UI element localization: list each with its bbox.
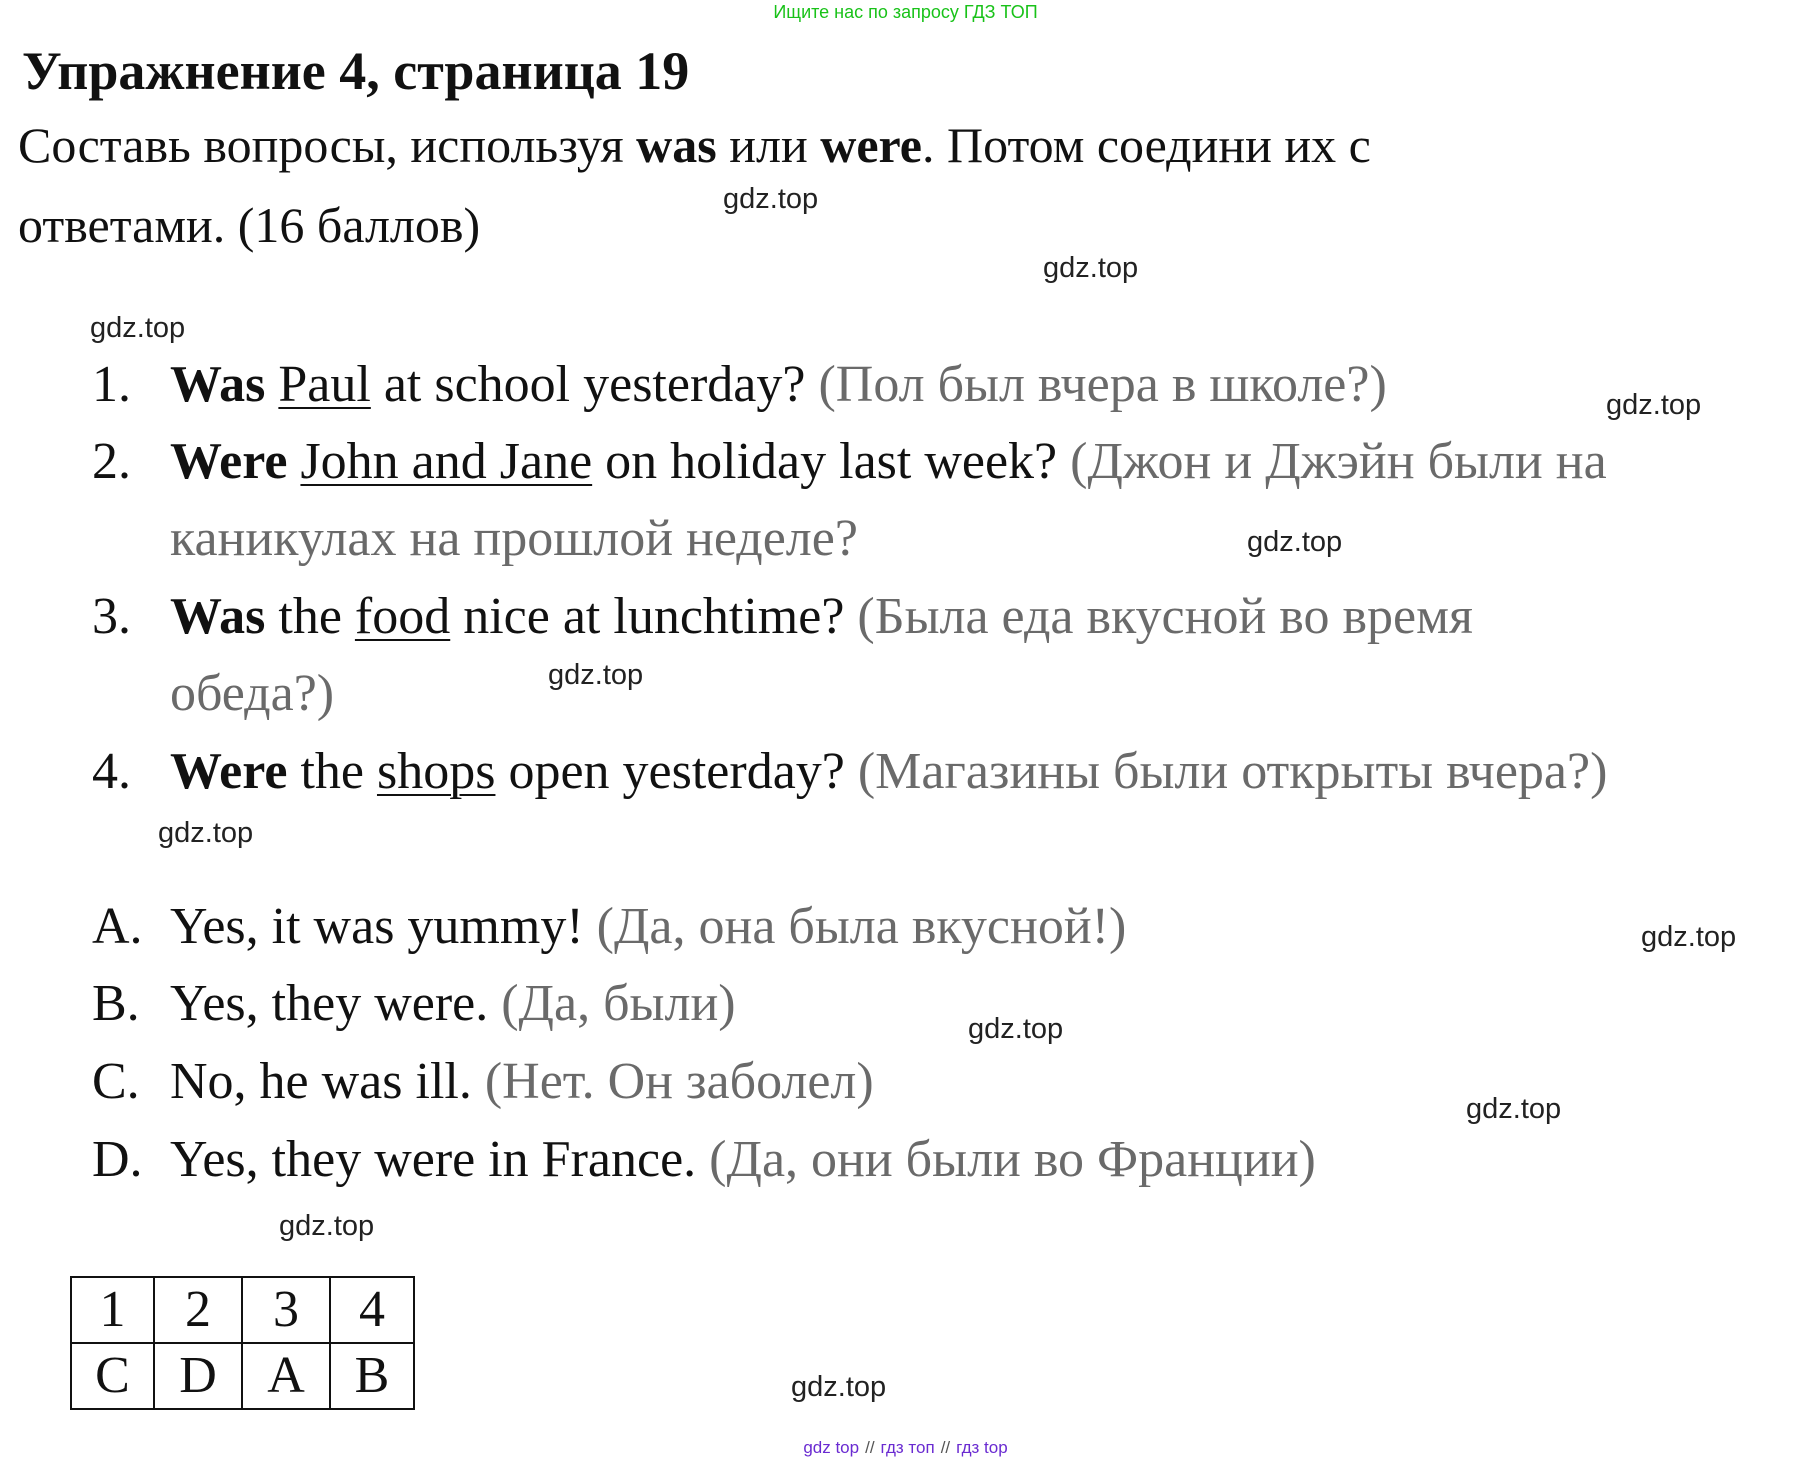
footer-link[interactable]: gdz top <box>803 1438 860 1457</box>
footer-link[interactable]: гдз top <box>956 1438 1008 1457</box>
question-number: 4. <box>92 743 131 800</box>
instruction-text: Составь вопросы, используя <box>18 117 637 173</box>
question-rest: nice at lunchtime? <box>450 588 858 645</box>
answer-table-value-row <box>71 1343 414 1409</box>
question-verb: Were <box>170 433 288 490</box>
watermark: gdz.top <box>158 817 254 849</box>
answer-text <box>170 1130 1316 1189</box>
question-rest: open yesterday? <box>495 743 858 800</box>
table-header-cell: 2 <box>154 1277 242 1343</box>
task-instruction-line-1 <box>18 116 1371 174</box>
instruction-text: . Потом соедини их с <box>922 117 1371 173</box>
answer-translation: (Да, были) <box>501 975 736 1032</box>
watermark: gdz.top <box>1641 921 1737 953</box>
question-subject: Paul <box>278 356 371 413</box>
footer-links <box>0 1438 1811 1458</box>
answer-text <box>170 1052 874 1111</box>
question-verb: Was <box>170 588 266 645</box>
watermark: gdz.top <box>791 1371 887 1403</box>
table-value-cell: C <box>71 1343 154 1409</box>
question-translation: (Магазины были открыты вчера?) <box>857 743 1608 800</box>
space <box>265 356 278 413</box>
answer-letter: C. <box>92 1053 140 1110</box>
question-verb: Were <box>170 743 288 800</box>
question-rest: at school yesterday? <box>370 356 819 413</box>
answer-translation: (Да, она была вкусной!) <box>596 898 1127 955</box>
answer-letter: D. <box>92 1131 143 1188</box>
answer-english: Yes, it was yummy! <box>170 898 597 955</box>
question-article: the <box>287 743 377 800</box>
search-banner-text[interactable]: Ищите нас по запросу ГДЗ ТОП <box>773 2 1038 22</box>
question-text <box>170 432 1607 491</box>
question-verb: Was <box>170 356 266 413</box>
question-article: the <box>265 588 355 645</box>
question-number: 2. <box>92 433 131 490</box>
instruction-text: или <box>716 117 821 173</box>
search-banner[interactable] <box>0 2 1811 23</box>
question-subject: food <box>354 588 451 645</box>
answer-translation: (Нет. Он заболел) <box>484 1053 874 1110</box>
question-number: 1. <box>92 356 131 413</box>
answer-letter: B. <box>92 975 140 1032</box>
question-translation-cont: обеда?) <box>170 665 335 722</box>
question-text <box>170 355 1387 414</box>
instruction-keyword-was: was <box>636 117 717 173</box>
watermark: gdz.top <box>723 183 819 215</box>
answer-english: Yes, they were in France. <box>170 1131 710 1188</box>
table-value-cell: D <box>154 1343 242 1409</box>
footer-separator: // <box>865 1438 875 1457</box>
table-header-cell: 3 <box>242 1277 330 1343</box>
table-value-cell: B <box>330 1343 414 1409</box>
watermark: gdz.top <box>1466 1093 1562 1125</box>
watermark: gdz.top <box>1043 252 1139 284</box>
watermark: gdz.top <box>1247 526 1343 558</box>
watermark: gdz.top <box>279 1210 375 1242</box>
question-translation-cont: каникулах на прошлой неделе? <box>170 510 858 567</box>
footer-link[interactable]: гдз топ <box>880 1438 935 1457</box>
watermark: gdz.top <box>90 312 186 344</box>
watermark: gdz.top <box>548 659 644 691</box>
answer-table <box>70 1276 415 1410</box>
question-text <box>170 742 1607 801</box>
question-rest: on holiday last week? <box>592 433 1071 490</box>
answer-translation: (Да, они были во Франции) <box>709 1131 1316 1188</box>
answer-letter: A. <box>92 898 143 955</box>
answer-text <box>170 974 736 1033</box>
question-text <box>170 587 1473 646</box>
answer-english: Yes, they were. <box>170 975 502 1032</box>
footer-separator: // <box>940 1438 951 1457</box>
question-translation: (Пол был вчера в школе?) <box>818 356 1387 413</box>
task-instruction-line-2: ответами. (16 баллов) <box>18 197 481 253</box>
page-title: Упражнение 4, страница 19 <box>22 41 690 101</box>
table-header-cell: 1 <box>71 1277 154 1343</box>
table-value-cell: A <box>242 1343 330 1409</box>
watermark: gdz.top <box>968 1013 1064 1045</box>
question-subject: John and Jane <box>300 433 593 490</box>
answer-english: No, he was ill. <box>170 1053 485 1110</box>
table-header-cell: 4 <box>330 1277 414 1343</box>
question-translation: (Джон и Джэйн были на <box>1070 433 1607 490</box>
question-subject: shops <box>376 743 496 800</box>
instruction-keyword-were: were <box>820 117 923 173</box>
answer-table-header-row <box>71 1277 414 1343</box>
space <box>287 433 300 490</box>
answer-text <box>170 897 1126 956</box>
watermark: gdz.top <box>1606 389 1702 421</box>
question-number: 3. <box>92 588 131 645</box>
question-translation: (Была еда вкусной во время <box>857 588 1473 645</box>
